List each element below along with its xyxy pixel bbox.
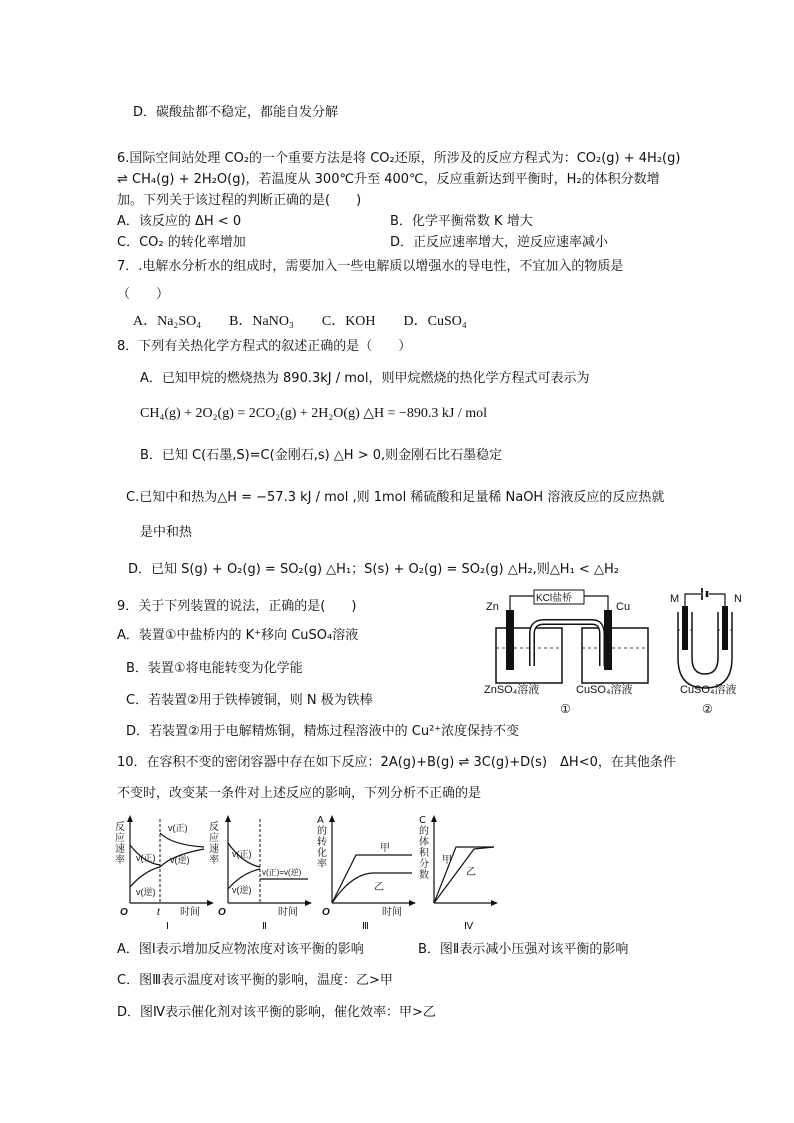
cu-electrode xyxy=(604,610,612,670)
q10-option-c: C．图Ⅲ表示温度对该平衡的影响，温度：乙>甲 xyxy=(117,973,393,988)
cuso4-label-1: CuSO₄溶液 xyxy=(576,684,633,696)
svg-text:t: t xyxy=(157,907,160,918)
figure-number-2: ② xyxy=(702,702,713,716)
q7-stem-line2: （ ） xyxy=(117,287,170,302)
q10-option-b: B．图Ⅱ表示减小压强对该平衡的影响 xyxy=(418,942,629,957)
q6-option-b: B．化学平衡常数 K 增大 xyxy=(390,214,533,229)
q9-option-a: A．装置①中盐桥内的 K⁺移向 CuSO₄溶液 xyxy=(117,628,359,643)
graph4-axis-label: C的体积分数 xyxy=(419,815,429,881)
svg-text:乙: 乙 xyxy=(374,882,384,893)
q8-stem: 8．下列有关热化学方程式的叙述正确的是（ ） xyxy=(117,339,412,354)
q8-option-d: D．已知 S(g) + O₂(g) = SO₂(g) △H₁；S(s) + O₂(g) = SO₂(g) △H₂,则△H₁ < △H₂ xyxy=(128,562,619,577)
q5-option-d: D．碳酸盐都不稳定，都能自发分解 xyxy=(133,105,339,120)
q6-stem-line1: 6.国际空间站处理 CO₂的一个重要方法是将 CO₂还原，所涉及的反应方程式为：CO₂(g) + 4H₂(g) xyxy=(117,151,681,166)
q8-option-c-line2: 是中和热 xyxy=(140,525,193,540)
cu-label: Cu xyxy=(616,601,631,613)
svg-text:v(逆): v(逆) xyxy=(170,855,190,865)
svg-text:乙: 乙 xyxy=(466,867,476,878)
svg-text:v(逆): v(逆) xyxy=(232,885,252,895)
graph-1 xyxy=(120,815,214,932)
q9-option-d: D．若装置②用于电解精炼铜，精炼过程溶液中的 Cu²⁺浓度保持不变 xyxy=(126,724,520,739)
svg-text:v(逆): v(逆) xyxy=(136,887,156,897)
q9-option-c: C．若装置②用于铁棒镀铜，则 N 极为铁棒 xyxy=(126,693,373,708)
svg-text:v(正): v(正) xyxy=(136,853,156,863)
q7-stem-line1: 7．.电解水分析水的组成时，需要加入一些电解质以增强水的导电性，不宜加入的物质是 xyxy=(117,259,624,274)
graph2-axis-label: 反应速率 xyxy=(209,822,219,866)
galvanic-cell-figure xyxy=(478,588,768,722)
m-electrode xyxy=(682,606,688,650)
svg-text:v(正): v(正) xyxy=(168,823,188,833)
beaker-cu xyxy=(582,628,648,683)
q10-stem-line1: 10．在容积不变的密闭容器中存在如下反应：2A(g)+B(g) ⇌ 3C(g)+D(s) ΔH<0，在其他条件 xyxy=(117,755,676,770)
svg-text:时间: 时间 xyxy=(278,907,298,918)
znso4-label: ZnSO₄溶液 xyxy=(484,684,540,696)
q6-stem-line3: 加。下列关于该过程的判断正确的是( ) xyxy=(117,193,362,208)
q7-options: A．Na₂SO₄ B．NaNO₃ C．KOH D．CuSO₄ xyxy=(133,314,467,329)
q10-option-d: D．图Ⅳ表示催化剂对该平衡的影响，催化效率：甲>乙 xyxy=(117,1005,436,1020)
n-label: N xyxy=(734,593,742,605)
svg-text:时间: 时间 xyxy=(382,907,402,918)
q8-option-a-equation: CH₄(g) + 2O₂(g) = 2CO₂(g) + 2H₂O(g) △H = −890.3 kJ / mol xyxy=(140,406,488,421)
cuso4-label-2: CuSO₄溶液 xyxy=(680,684,737,696)
svg-text:v(正): v(正) xyxy=(232,849,252,859)
q6-option-d: D．正反应速率增大，逆反应速率减小 xyxy=(390,235,609,250)
q8-option-c-line1: C.已知中和热为△H = −57.3 kJ / mol ,则 1mol 稀硫酸和足量稀 NaOH 溶液反应的反应热就 xyxy=(126,490,665,505)
graph-3 xyxy=(322,815,416,932)
q10-graphs xyxy=(112,815,502,930)
graph-2 xyxy=(218,815,312,932)
graph1-axis-label: 反应速率 xyxy=(115,822,125,866)
q10-stem-line2: 不变时，改变某一条件对上述反应的影响，下列分析不正确的是 xyxy=(117,786,482,801)
n-electrode xyxy=(722,606,728,650)
m-label: M xyxy=(670,593,680,605)
q9-stem: 9．关于下列装置的说法，正确的是( ) xyxy=(117,599,357,614)
q8-option-a: A．已知甲烷的燃烧热为 890.3kJ / mol，则甲烷燃烧的热化学方程式可表示为 xyxy=(140,371,590,386)
zn-electrode xyxy=(506,610,514,670)
svg-text:O: O xyxy=(322,907,330,918)
svg-text:O: O xyxy=(218,907,226,918)
svg-text:甲: 甲 xyxy=(380,843,390,854)
svg-text:v(正)=v(逆): v(正)=v(逆) xyxy=(262,868,302,877)
graph-4 xyxy=(431,815,498,932)
svg-text:O: O xyxy=(120,907,128,918)
zn-label: Zn xyxy=(486,601,499,613)
svg-text:Ⅳ: Ⅳ xyxy=(464,921,474,932)
svg-text:Ⅲ: Ⅲ xyxy=(362,921,369,932)
figure-number-1: ① xyxy=(560,702,571,716)
q9-option-b: B．装置①将电能转变为化学能 xyxy=(126,661,303,676)
salt-bridge-label: KCl盐桥 xyxy=(536,593,573,604)
q10-option-a: A．图Ⅰ表示增加反应物浓度对该平衡的影响 xyxy=(117,942,364,957)
q6-stem-line2: ⇌ CH₄(g) + 2H₂O(g)，若温度从 300℃升至 400℃，反应重新达到平衡时，H₂的体积分数增 xyxy=(117,172,660,187)
svg-text:时间: 时间 xyxy=(180,907,200,918)
q6-option-c: C．CO₂ 的转化率增加 xyxy=(117,235,246,250)
svg-text:Ⅰ: Ⅰ xyxy=(166,921,169,932)
svg-text:Ⅱ: Ⅱ xyxy=(262,921,267,932)
graph3-axis-label: A的转化率 xyxy=(317,815,327,870)
q6-option-a: A．该反应的 ΔH < 0 xyxy=(117,214,242,229)
svg-text:甲: 甲 xyxy=(442,855,452,866)
q8-option-b: B．已知 C(石墨,S)=C(金刚石,s) △H > 0,则金刚石比石墨稳定 xyxy=(140,448,503,463)
